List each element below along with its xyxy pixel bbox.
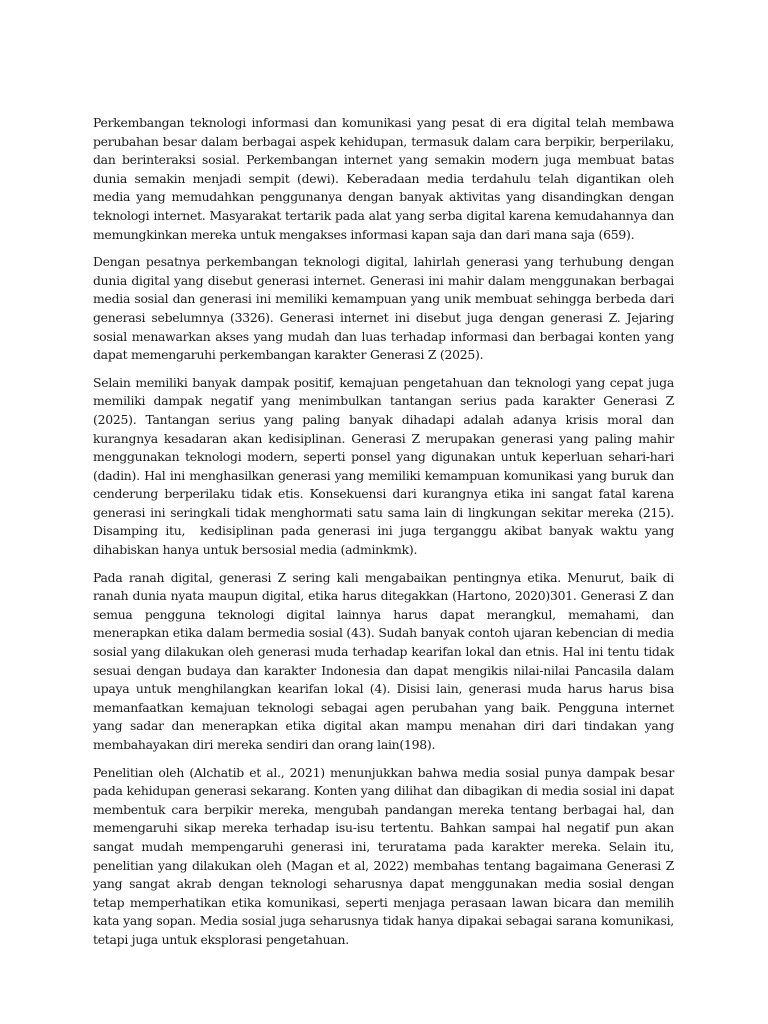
paragraph-5: Penelitian oleh (Alchatib et al., 2021) menunjukkan bahwa media sosial punya dampak besar pada kehidupan generasi sekarang. Konten yang dilihat dan dibagikan di media sosial ini dapat membentuk cara berpikir mereka, mengubah pandangan mereka tentang berbagai hal, dan memengaruhi sikap mereka terhadap isu-isu tertentu. Bahkan sampai hal negatif pun akan sangat mudah mempengaruhi generasi ini, teruratama pada karakter mereka. Selain itu, penelitian yang dilakukan oleh (Magan et al, 2022) membahas tentang bagaimana Generasi Z yang sangat akrab dengan teknologi seharusnya dapat menggunakan media sosial dengan tetap memperhatikan etika komunikasi, seperti menjaga perasaan lawan bicara dan memilih kata yang sopan. Media sosial juga seharusnya tidak hanya dipakai sebagai sarana komunikasi, tetapi juga untuk eksplorasi pengetahuan. (93, 764, 678, 947)
paragraph-2: Dengan pesatnya perkembangan teknologi digital, lahirlah generasi yang terhubung dengan dunia digital yang disebut generasi internet. Generasi ini mahir dalam menggunakan berbagai media sosial dan generasi ini memiliki kemampuan yang unik membuat sehingga berbeda dari generasi sebelumnya (3326). Generasi internet ini disebut juga dengan generasi Z. Jejaring sosial menawarkan akses yang mudah dan luas terhadap informasi dan berbagai konten yang dapat memengaruhi perkembangan karakter Generasi Z (2025). (93, 254, 678, 363)
paragraph-4: Pada ranah digital, generasi Z sering kali mengabaikan pentingnya etika. Menurut, baik di ranah dunia nyata maupun digital, etika harus ditegakkan (Hartono, 2020)301. Generasi Z dan semua pengguna teknologi digital lainnya harus dapat merangkul, memahami, dan menerapkan etika dalam bermedia sosial (43). Sudah banyak contoh ujaran kebencian di media sosial yang dilakukan oleh generasi muda terhadap kearifan lokal dan etnis. Hal ini tentu tidak sesuai dengan budaya dan karakter Indonesia dan dapat mengikis nilai-nilai Pancasila dalam upaya untuk menghilangkan kearifan lokal (4). Disisi lain, generasi muda harus harus bisa memanfaatkan kemajuan teknologi sebagai agen perubahan yang baik. Pengguna internet yang sadar dan menerapkan etika digital akan mampu menahan diri dari tindakan yang membahayakan diri mereka sendiri dan orang lain(198). (93, 569, 678, 752)
paragraph-1: Perkembangan teknologi informasi dan komunikasi yang pesat di era digital telah membawa perubahan besar dalam berbagai aspek kehidupan, termasuk dalam cara berpikir, berperilaku, dan berinteraksi sosial. Perkembangan internet yang semakin modern juga membuat batas dunia semakin menjadi sempit (dewi). Keberadaan media terdahulu telah digantikan oleh media yang memudahkan penggunanya dengan banyak aktivitas yang disandingkan dengan teknologi internet. Masyarakat tertarik pada alat yang serba digital karena kemudahannya dan memungkinkan mereka untuk mengakses informasi kapan saja dan dari mana saja (659). (93, 115, 678, 242)
document-body (93, 114, 678, 959)
paragraph-3: Selain memiliki banyak dampak positif, kemajuan pengetahuan dan teknologi yang cepat juga memiliki dampak negatif yang menimbulkan tantangan serius pada karakter Generasi Z (2025). Tantangan serius yang paling banyak dihadapi adalah adanya krisis moral dan kurangnya kesadaran akan kedisiplinan. Generasi Z merupakan generasi yang paling mahir menggunakan teknologi modern, seperti ponsel yang digunakan untuk keperluan sehari-hari (dadin). Hal ini menghasilkan generasi yang memiliki kemampuan komunikasi yang buruk dan cenderung berperilaku tidak etis. Konsekuensi dari kurangnya etika ini sangat fatal karena generasi ini seringkali tidak menghormati satu sama lain di lingkungan sekitar mereka (215). Disamping itu, kedisiplinan pada generasi ini juga terganggu akibat banyak waktu yang dihabiskan hanya untuk bersosial media (adminkmk). (93, 374, 678, 558)
